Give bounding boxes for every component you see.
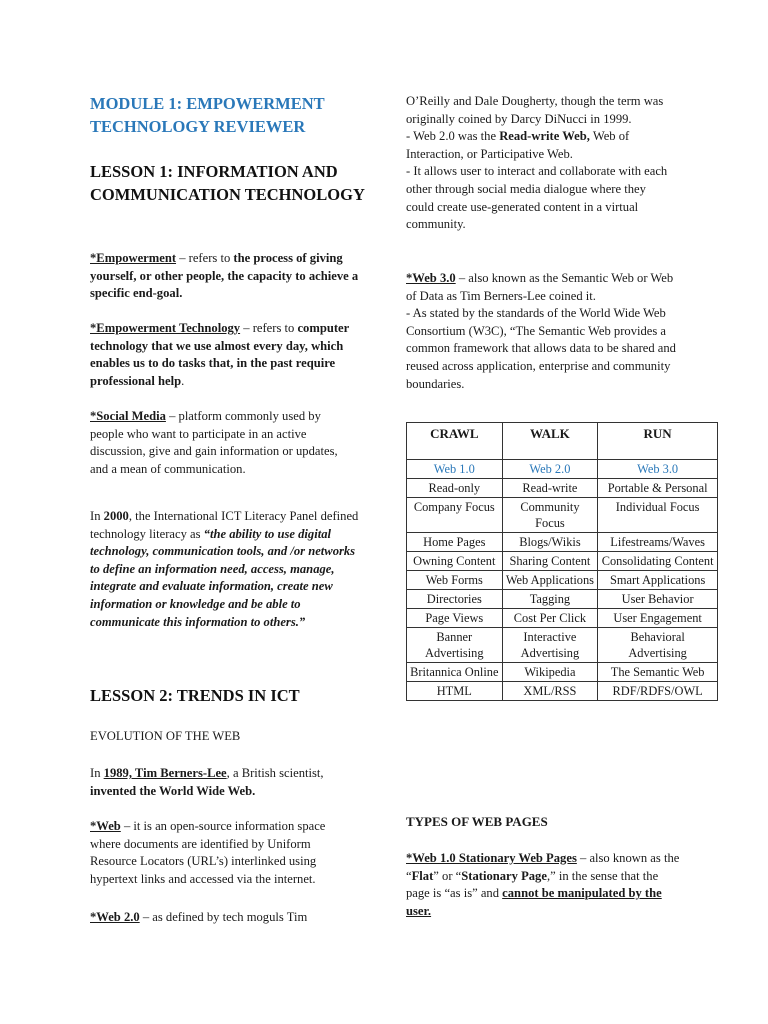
version-web20: Web 2.0 (502, 460, 598, 479)
web20-start (90, 909, 360, 927)
table-cell: Company Focus (407, 498, 503, 533)
table-row (407, 533, 718, 552)
table-cell: Smart Applications (598, 571, 718, 590)
emp-tech-term: *Empowerment Technology (90, 321, 241, 335)
table-cell: The Semantic Web (598, 663, 718, 682)
table-cell: Banner Advertising (407, 628, 503, 663)
table-cell: Community Focus (502, 498, 598, 533)
web10-stat: Stationary Page (461, 868, 547, 883)
web30-l2: - As stated by the standards of the World Wide Web Consortium (W3C), “The Semantic Web provides a common framework that allows data to be shared and reused across application, enterprise and community boundaries. (406, 306, 676, 391)
types-heading: TYPES OF WEB PAGES (406, 814, 548, 829)
literacy-year: 2000 (103, 509, 129, 523)
literacy-paragraph (90, 508, 362, 631)
table-row (407, 479, 718, 498)
web20-continued (406, 93, 671, 234)
berners-in: In (90, 766, 104, 780)
social-media-text: – platform commonly used by people who want to participate in an active discussion, give and gain information or updates, and a mean of communication. (90, 409, 338, 476)
table-cell: XML/RSS (502, 682, 598, 701)
web20-start-text: – as defined by tech moguls Tim (139, 910, 308, 924)
module-title: MODULE 1: EMPOWERMENT TECHNOLOGY REVIEWER (90, 94, 325, 136)
web10-flat: Flat (411, 868, 434, 883)
header-run: RUN (598, 423, 718, 460)
table-version-row (407, 460, 718, 479)
web-term: *Web (90, 819, 121, 833)
table-cell: Cost Per Click (502, 609, 598, 628)
table-cell: Portable & Personal (598, 479, 718, 498)
table-row (407, 628, 718, 663)
web-evolution-table (406, 422, 718, 701)
web10-term: *Web 1.0 Stationary Web Pages (406, 851, 577, 865)
emp-tech-end: . (181, 373, 185, 388)
berners-text: , a British scientist, (226, 766, 324, 780)
table-cell: Owning Content (407, 552, 503, 571)
table-cell: RDF/RDFS/OWL (598, 682, 718, 701)
table-row (407, 663, 718, 682)
table-cell: Blogs/Wikis (502, 533, 598, 552)
web10-t1: – also known as the “ (406, 851, 680, 883)
literacy-in: In (90, 509, 104, 523)
table-cell: Web Forms (407, 571, 503, 590)
table-row (407, 609, 718, 628)
web20-cont-text1: O’Reilly and Dale Dougherty, though the term was originally coined by Darcy DiNucci in 1999. (406, 94, 664, 126)
table-cell: Sharing Content (502, 552, 598, 571)
literacy-quote: “the ability to use digital technology, communication tools, and /or networks to define an information need, access, manage, integrate and evaluate information, create new information or knowledge and be able to communicate this information to others.” (90, 526, 356, 629)
table-row (407, 498, 718, 533)
table-cell: Consolidating Content (598, 552, 718, 571)
table-cell: User Behavior (598, 590, 718, 609)
table-header-row (407, 423, 718, 460)
empowerment-bold: the process of giving yourself, or other people, the capacity to achieve a specific end-goal. (90, 251, 359, 301)
web20-cont-l2a: - Web 2.0 was the (406, 129, 500, 144)
table-cell: Lifestreams/Waves (598, 533, 718, 552)
berners-bold: invented the World Wide Web. (90, 783, 256, 798)
version-web10: Web 1.0 (407, 460, 503, 479)
table-cell: HTML (407, 682, 503, 701)
web30-definition (406, 270, 676, 393)
table-cell: Interactive Advertising (502, 628, 598, 663)
table-row (407, 590, 718, 609)
empowerment-term: *Empowerment (90, 251, 177, 265)
social-media-definition (90, 408, 355, 478)
web-definition (90, 818, 355, 888)
web20-cont-l3: - It allows user to interact and collaborate with each other through social media dialogue where they could create use-generated content in a virtual community. (406, 164, 668, 232)
table-cell: Read-only (407, 479, 503, 498)
web30-term: *Web 3.0 (406, 271, 456, 285)
header-walk: WALK (502, 423, 598, 460)
table-row (407, 571, 718, 590)
literacy-text: , the International ICT Literacy Panel defined technology literacy as (90, 509, 359, 541)
table-cell: Britannica Online (407, 663, 503, 682)
emp-tech-bold: computer technology that we use almost every day, which enables us to do tasks that, in the past require professional help (90, 321, 349, 388)
table-cell: Tagging (502, 590, 598, 609)
berners-lee-paragraph (90, 765, 360, 800)
web20-cont-l2b: Read-write Web, (499, 129, 590, 144)
social-media-term: *Social Media (90, 409, 166, 423)
web10-t2: ” or “ (433, 868, 462, 883)
berners-who: 1989, Tim Berners-Lee (103, 766, 227, 780)
table-row (407, 682, 718, 701)
table-cell: Page Views (407, 609, 503, 628)
table-cell: Individual Focus (598, 498, 718, 533)
web30-text: – also known as the Semantic Web or Web of Data as Tim Berners-Lee coined it. (406, 271, 674, 303)
emp-tech-text: – refers to (240, 321, 298, 335)
web10-definition (406, 850, 681, 920)
evolution-heading: EVOLUTION OF THE WEB (90, 729, 241, 743)
version-web30: Web 3.0 (598, 460, 718, 479)
empowerment-definition (90, 250, 360, 303)
table-cell: Directories (407, 590, 503, 609)
web10-t3: ,” in the sense that the page is “as is” and (406, 868, 659, 901)
web-text: – it is an open-source information space where documents are identified by Uniform Resource Locators (URL’s) interlinked using hypertext links and accessed via the internet. (90, 819, 326, 886)
lesson2-title: LESSON 2: TRENDS IN ICT (90, 686, 300, 705)
table-cell: Read-write (502, 479, 598, 498)
emp-tech-definition (90, 320, 360, 390)
table-cell: User Engagement (598, 609, 718, 628)
empowerment-text: – refers to (176, 251, 234, 265)
table-cell: Wikipedia (502, 663, 598, 682)
web10-cannot: cannot be manipulated by the user. (406, 886, 662, 918)
table-cell: Behavioral Advertising (598, 628, 718, 663)
table-cell: Web Applications (502, 571, 598, 590)
web20-term: *Web 2.0 (90, 910, 140, 924)
lesson1-title: LESSON 1: INFORMATION AND COMMUNICATION TECHNOLOGY (90, 162, 365, 204)
web20-cont-l2c: Web of Interaction, or Participative Web. (406, 129, 630, 161)
table-cell: Home Pages (407, 533, 503, 552)
header-crawl: CRAWL (407, 423, 503, 460)
table-row (407, 552, 718, 571)
